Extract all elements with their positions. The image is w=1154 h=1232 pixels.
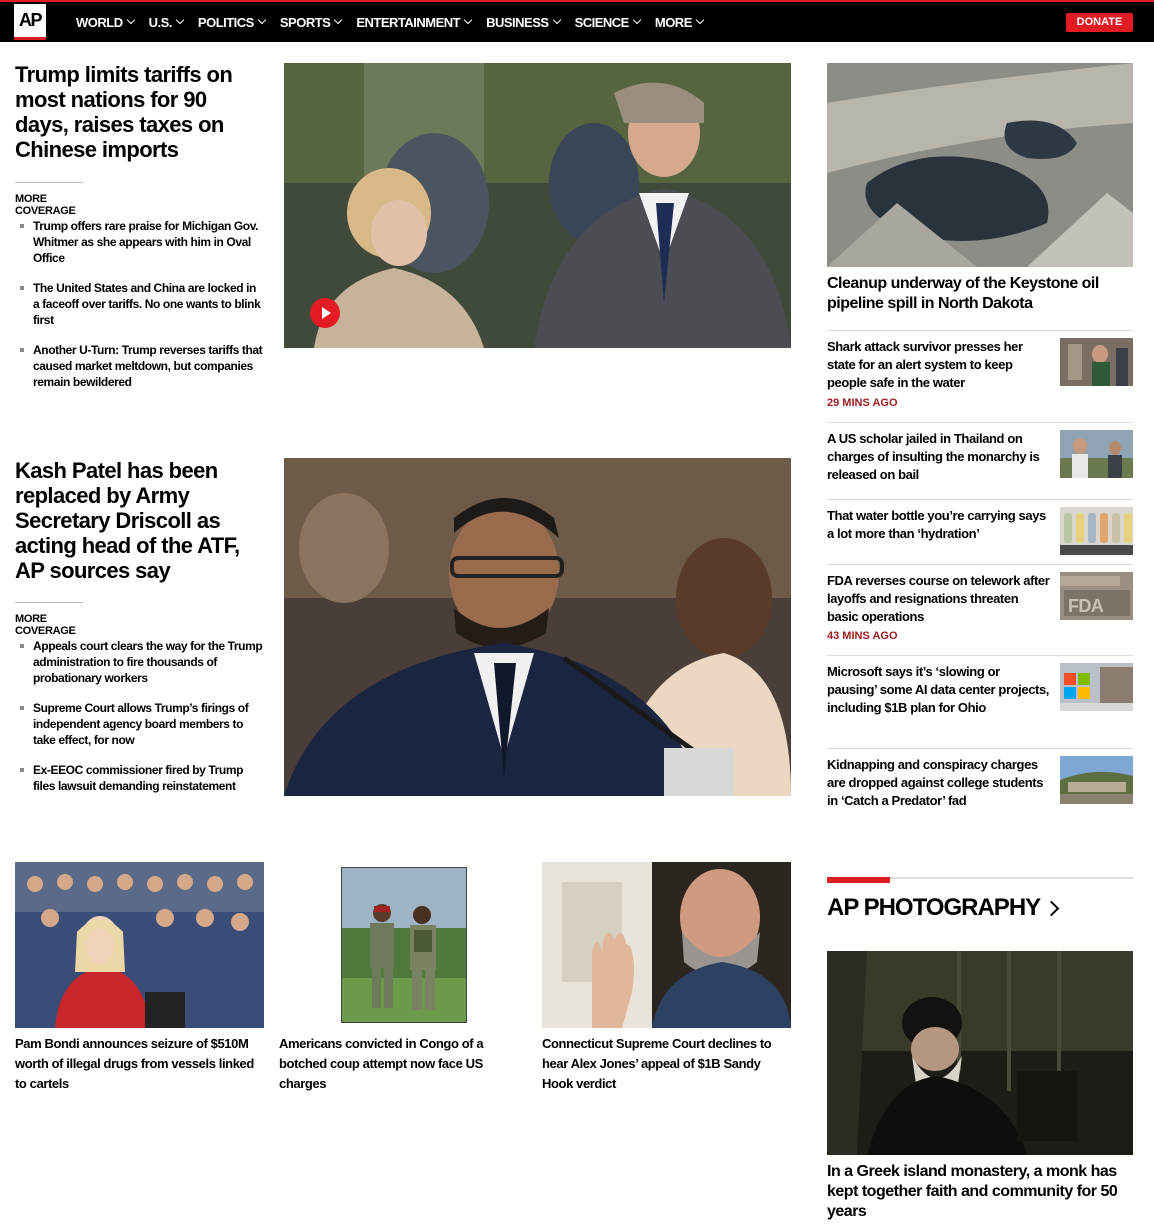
nav-item-world[interactable] [76, 15, 134, 30]
nav-label: POLITICS [197, 14, 254, 30]
timestamp: 29 MINS AGO [827, 397, 898, 409]
nav-item-entertainment[interactable] [356, 15, 471, 30]
photography-headline[interactable]: In a Greek island monastery, a monk has kept together faith and community for 50 years [827, 1163, 1118, 1220]
svg-text:FDA: FDA [1068, 596, 1104, 616]
sidebar-story[interactable] [827, 564, 1133, 655]
more-coverage-label: MORE COVERAGE [15, 602, 83, 637]
coverage-link[interactable]: Trump offers rare praise for Michigan Gov. Whitmer as she appears with him in Oval Office [15, 218, 265, 266]
chevron-down-icon [696, 16, 704, 24]
nav-label: SCIENCE [574, 14, 629, 30]
play-video-icon[interactable] [310, 298, 340, 328]
nav-item-politics[interactable] [198, 15, 265, 30]
coverage-list [15, 218, 265, 404]
keystone-headline[interactable]: Cleanup underway of the Keystone oil pipeline spill in North Dakota [827, 275, 1099, 312]
coverage-list [15, 638, 265, 808]
nav-item-more[interactable] [655, 15, 703, 30]
sidebar-story-headline[interactable]: Kidnapping and conspiracy charges are dropped against college students in ‘Catch a Predator’ fad [827, 757, 1044, 808]
ap-logo[interactable] [14, 4, 46, 40]
chevron-down-icon [334, 16, 342, 24]
chevron-down-icon [176, 16, 184, 24]
sidebar-story[interactable] [827, 330, 1133, 422]
sidebar-story-headline[interactable]: Microsoft says it’s ‘slowing or pausing’ some AI data center projects, including $1B plan for Ohio [827, 664, 1049, 715]
keystone-photo[interactable] [827, 63, 1133, 267]
nav-label: ENTERTAINMENT [356, 14, 461, 30]
alex-jones-photo[interactable] [542, 862, 791, 1028]
nav-item-business[interactable] [486, 15, 559, 30]
lead-headline[interactable]: Trump limits tariffs on most nations for 90 days, raises taxes on Chinese imports [15, 62, 233, 162]
sidebar-story-headline[interactable]: FDA reverses course on telework after layoffs and resignations threaten basic operations [827, 573, 1050, 624]
chevron-down-icon [126, 16, 134, 24]
sidebar-thumbnail[interactable] [1060, 756, 1133, 804]
nav-label: BUSINESS [486, 14, 549, 30]
nav-menu [76, 2, 718, 42]
bottom-headline[interactable]: Pam Bondi announces seizure of $510M worth of illegal drugs from vessels linked to cartels [15, 1036, 254, 1091]
coverage-link[interactable]: Supreme Court allows Trump’s firings of independent agency board members to take effect, for now [15, 700, 265, 748]
sidebar-thumbnail[interactable] [1060, 663, 1133, 711]
nav-label: SPORTS [279, 14, 331, 30]
sidebar-story[interactable] [827, 499, 1133, 564]
sidebar-story-headline[interactable]: A US scholar jailed in Thailand on charges of insulting the monarchy is released on bail [827, 431, 1040, 482]
sidebar-story[interactable] [827, 655, 1133, 748]
monk-photo[interactable] [827, 951, 1133, 1155]
nav-label: MORE [654, 14, 692, 30]
coverage-link[interactable]: Appeals court clears the way for the Trump administration to fire thousands of probationary workers [15, 638, 265, 686]
sidebar-thumbnail[interactable] [1060, 430, 1133, 478]
more-coverage-label: MORE COVERAGE [15, 182, 83, 217]
sidebar-story[interactable] [827, 422, 1133, 499]
bottom-headline[interactable]: Connecticut Supreme Court declines to hear Alex Jones’ appeal of $1B Sandy Hook verdict [542, 1036, 772, 1091]
timestamp: 43 MINS AGO [827, 630, 898, 642]
section-accent-bar [827, 877, 890, 883]
nav-item-us[interactable] [149, 15, 183, 30]
lead-photo[interactable] [284, 63, 791, 348]
sidebar-story-headline[interactable]: Shark attack survivor presses her state for an alert system to keep people safe in the water [827, 339, 1023, 390]
chevron-right-icon [1044, 900, 1060, 916]
bondi-photo[interactable] [15, 862, 264, 1028]
nav-item-science[interactable] [575, 15, 640, 30]
donate-button[interactable]: DONATE [1066, 13, 1133, 32]
coverage-link[interactable]: Ex-EEOC commissioner fired by Trump files lawsuit demanding reinstatement [15, 762, 265, 794]
chevron-down-icon [464, 16, 472, 24]
nav-label: U.S. [148, 14, 172, 30]
sidebar-thumbnail[interactable] [1060, 338, 1133, 386]
nav-item-sports[interactable] [280, 15, 341, 30]
sidebar-story-headline[interactable]: That water bottle you’re carrying says a lot more than ‘hydration’ [827, 508, 1046, 541]
section-title: AP PHOTOGRAPHY [827, 894, 1041, 921]
sidebar-story[interactable] [827, 748, 1133, 818]
coverage-link[interactable]: Another U-Turn: Trump reverses tariffs that caused market meltdown, but companies remain bewildered [15, 342, 265, 390]
logo-text: AP [18, 10, 41, 30]
second-headline[interactable]: Kash Patel has been replaced by Army Secretary Driscoll as acting head of the ATF, AP sources say [15, 458, 240, 583]
top-nav [0, 0, 1154, 42]
ap-photography-link[interactable] [827, 894, 1057, 922]
coverage-link[interactable]: The United States and China are locked in a faceoff over tariffs. No one wants to blink first [15, 280, 265, 328]
bottom-headline[interactable]: Americans convicted in Congo of a botched coup attempt now face US charges [279, 1036, 484, 1091]
second-photo[interactable] [284, 458, 791, 796]
sidebar-thumbnail[interactable] [1060, 507, 1133, 555]
chevron-down-icon [633, 16, 641, 24]
congo-photo[interactable] [341, 867, 467, 1023]
chevron-down-icon [258, 16, 266, 24]
nav-label: WORLD [76, 14, 123, 30]
chevron-down-icon [552, 16, 560, 24]
sidebar-thumbnail[interactable] [1060, 572, 1133, 620]
